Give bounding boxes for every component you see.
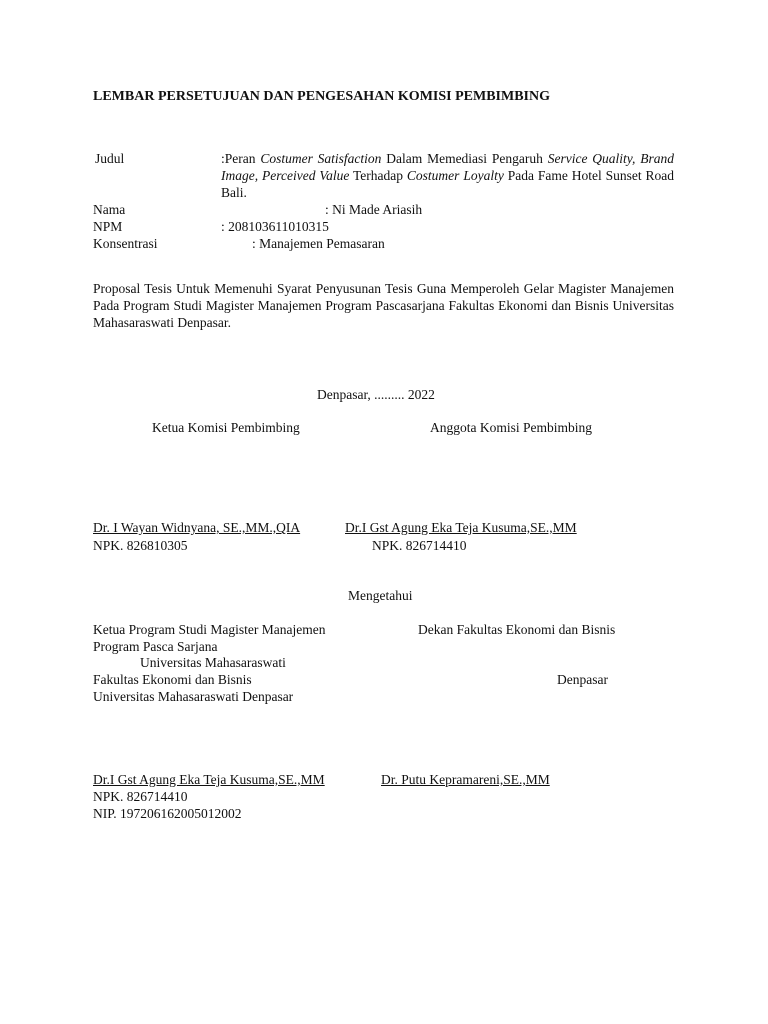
approver-left-line-3: Universitas Mahasaraswati: [140, 655, 286, 670]
approver-left-line-5: Universitas Mahasaraswati Denpasar: [93, 689, 294, 704]
ketua-komisi-title: Ketua Komisi Pembimbing: [152, 420, 300, 435]
judul-text-6: Pada Fame Hotel Sunset Road Bali.: [221, 168, 674, 200]
judul-value: [221, 150, 674, 201]
anggota-komisi-title: Anggota Komisi Pembimbing: [430, 420, 592, 435]
place-date: Denpasar, ......... 2022: [317, 387, 435, 402]
ketua-komisi-npk: NPK. 826810305: [93, 538, 188, 553]
konsentrasi-value: : Manajemen Pemasaran: [252, 236, 385, 251]
approver-right-line-2: Denpasar: [557, 672, 608, 687]
anggota-komisi-name: Dr.I Gst Agung Eka Teja Kusuma,SE.,MM: [345, 520, 577, 535]
judul-sep: :Peran: [221, 151, 261, 166]
approver-left-line-2: Program Pasca Sarjana: [93, 639, 218, 654]
mengetahui-label: Mengetahui: [348, 588, 413, 603]
nama-label: Nama: [93, 202, 126, 217]
approver-left-nip: NIP. 197206162005012002: [93, 806, 242, 821]
judul-text-4: Terhadap: [349, 168, 407, 183]
nama-value: : Ni Made Ariasih: [325, 202, 423, 217]
approver-left-line-1: Ketua Program Studi Magister Manajemen: [93, 622, 326, 637]
ketua-komisi-name: Dr. I Wayan Widnyana, SE.,MM.,QIA: [93, 520, 301, 535]
approver-left-name: Dr.I Gst Agung Eka Teja Kusuma,SE.,MM: [93, 772, 325, 787]
approver-right-name: Dr. Putu Kepramareni,SE.,MM: [381, 772, 550, 787]
document-title: LEMBAR PERSETUJUAN DAN PENGESAHAN KOMISI PEMBIMBING: [93, 89, 550, 104]
anggota-komisi-npk: NPK. 826714410: [372, 538, 467, 553]
npm-label: NPM: [93, 219, 123, 234]
judul-text-2: Dalam Memediasi Pengaruh: [381, 151, 548, 166]
judul-term-1: Costumer Satisfaction: [260, 151, 382, 166]
approver-right-line-1: Dekan Fakultas Ekonomi dan Bisnis: [418, 622, 616, 637]
judul-term-5: Costumer Loyalty: [406, 168, 504, 183]
npm-value: : 208103611010315: [221, 219, 329, 234]
konsentrasi-label: Konsentrasi: [93, 236, 158, 251]
approver-left-line-4: Fakultas Ekonomi dan Bisnis: [93, 672, 252, 687]
purpose-paragraph: Proposal Tesis Untuk Memenuhi Syarat Penyusunan Tesis Guna Memperoleh Gelar Magister Manajemen Pada Program Studi Magister Manajemen Program Pascasarjana Fakultas Ekonomi dan Bisnis Universitas Mahasaraswati Denpasar.: [93, 281, 674, 330]
judul-term-3: Service Quality, Brand Image, Perceived Value: [221, 151, 674, 183]
judul-label: Judul: [95, 151, 125, 166]
approver-left-npk: NPK. 826714410: [93, 789, 188, 804]
